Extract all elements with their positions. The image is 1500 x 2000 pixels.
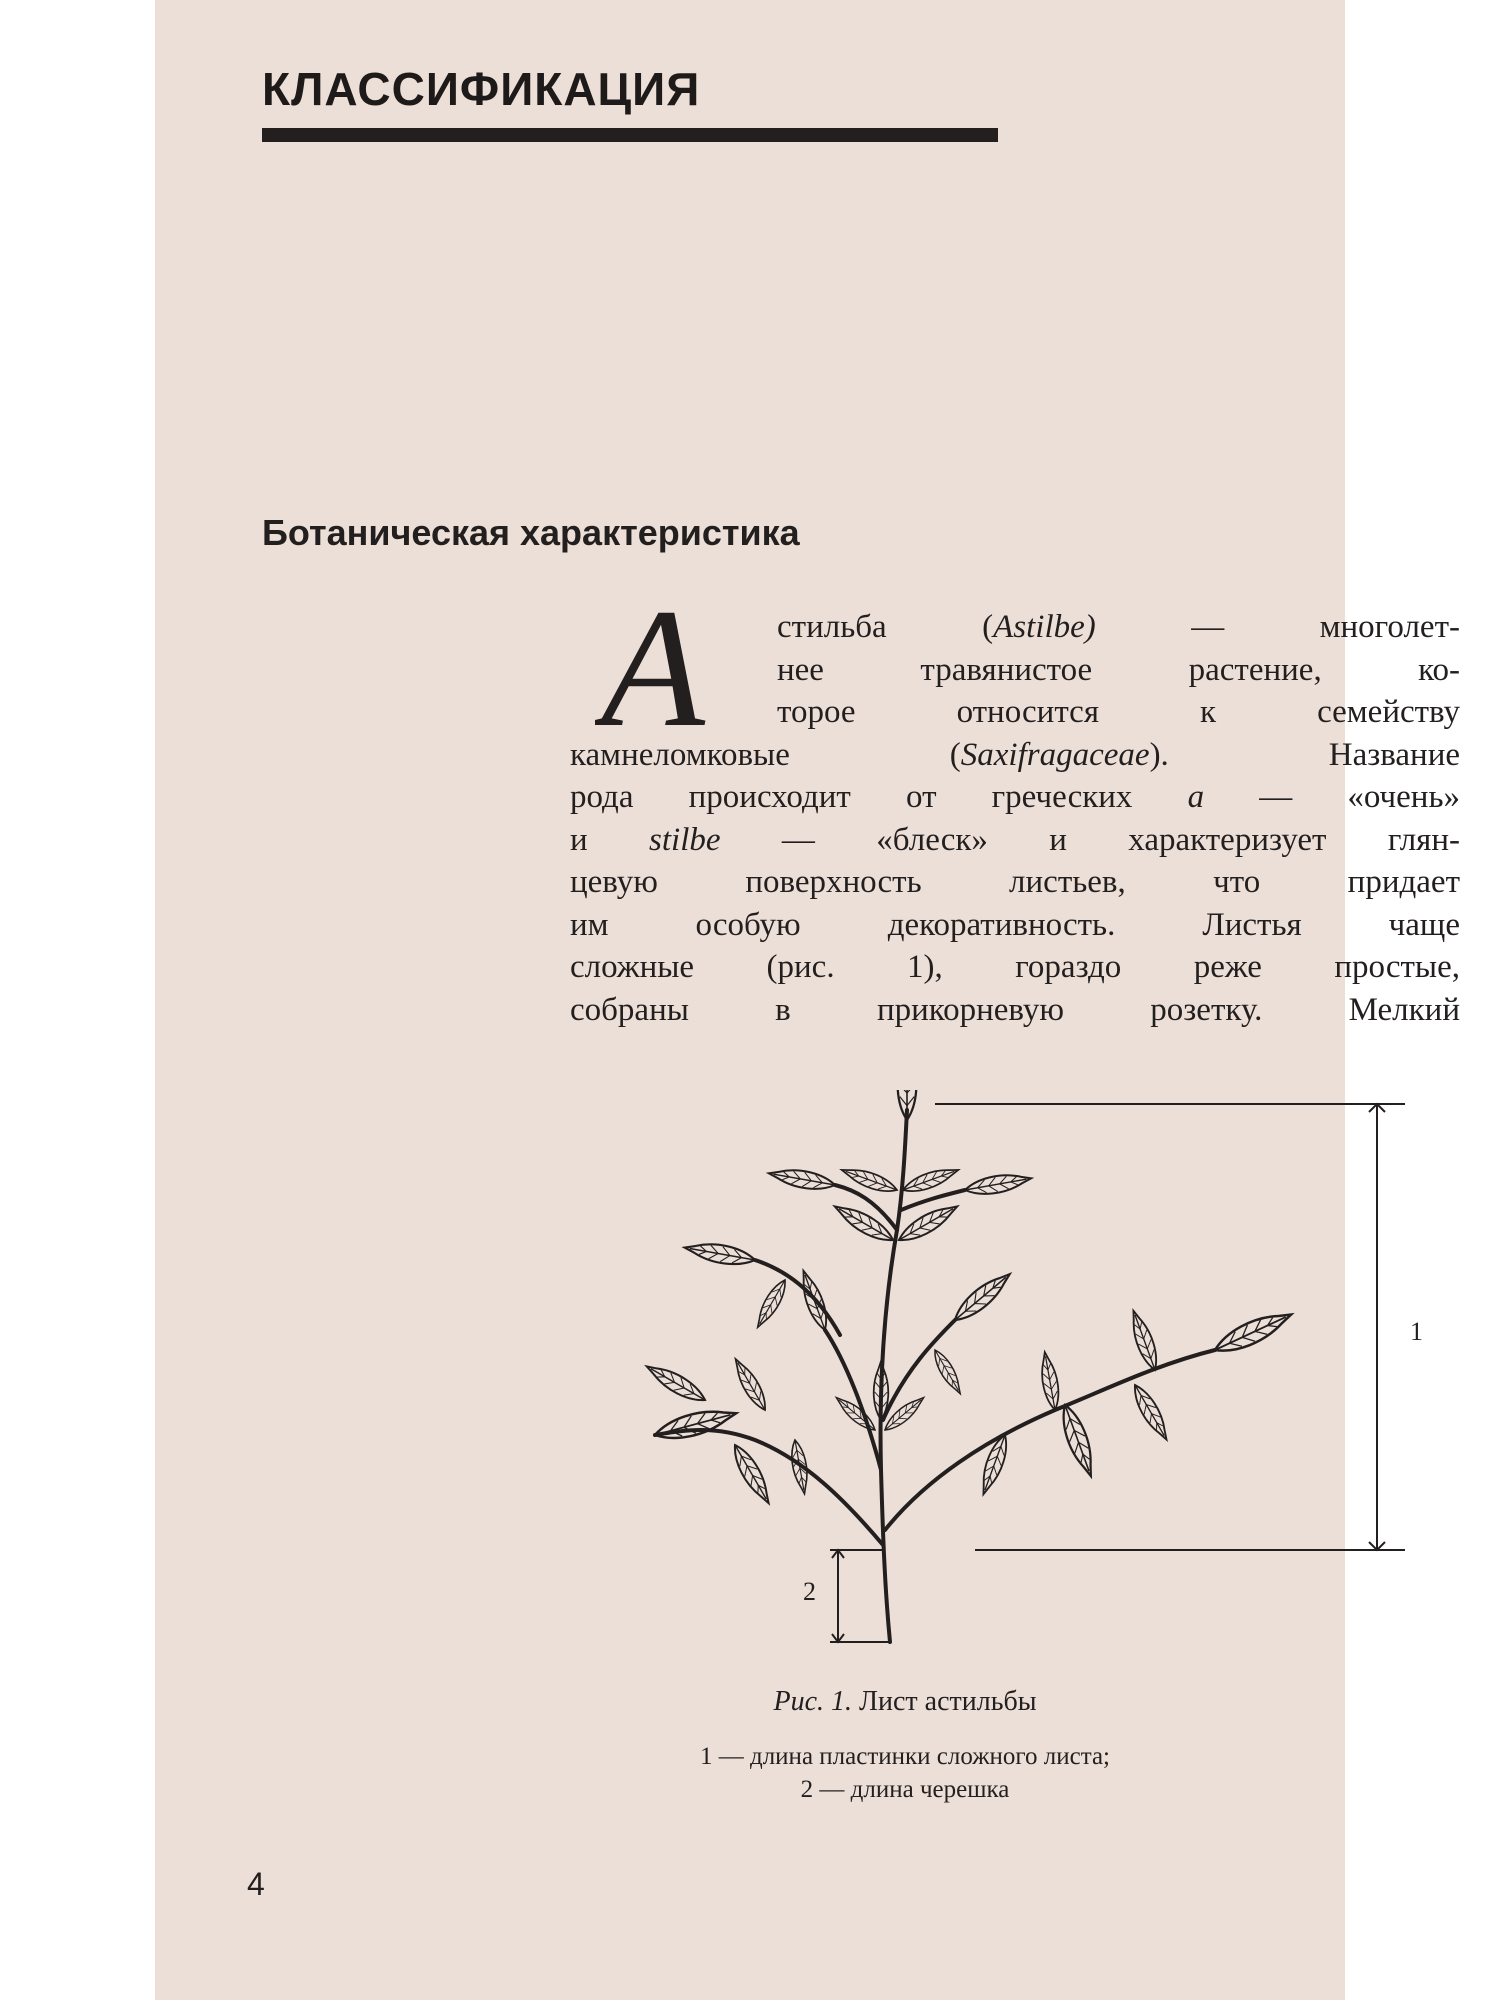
- book-page: [155, 0, 1461, 2000]
- subtitle: Ботаническая характеристика: [262, 512, 800, 553]
- paragraph-line: и stilbe — «блеск» и характеризует глян-: [570, 821, 1460, 858]
- paragraph-line: торое относится к семейству: [777, 694, 1460, 730]
- legend-line: 1 — длина пластинки сложного листа;: [699, 1743, 1110, 1770]
- dimension-2: [830, 1550, 890, 1642]
- section-title: КЛАССИФИКАЦИЯ: [262, 63, 701, 115]
- label-2: 2: [803, 1577, 816, 1606]
- paragraph-line: стильба (Astilbe) — многолет-: [777, 609, 1460, 645]
- dimension-1: [935, 1104, 1405, 1550]
- paragraph-line: нее травянистое растение, ко-: [777, 651, 1460, 688]
- paragraph-line: цевую поверхность листьев, что придает: [570, 864, 1460, 900]
- paragraph-line: собраны в прикорневую розетку. Мелкий: [570, 991, 1460, 1028]
- figure-legend: [455, 1740, 1355, 1806]
- body-paragraph: [570, 606, 1460, 1031]
- legend-line: 2 — длина черешка: [800, 1776, 1010, 1803]
- figure-caption: Рис. 1. Лист астильбы: [773, 1686, 1037, 1717]
- leaf-figure: [635, 1090, 1475, 1650]
- leaflets: [643, 1090, 1296, 1507]
- page-number: 4: [247, 1866, 265, 1902]
- title-rule: [262, 128, 998, 142]
- label-1: 1: [1410, 1317, 1423, 1346]
- paragraph-line: им особую декоративность. Листья чаще: [570, 906, 1460, 943]
- paragraph-line: сложные (рис. 1), гораздо реже простые,: [570, 949, 1460, 985]
- paragraph-line: камнеломковые (Saxifragaceae). Название: [570, 736, 1461, 773]
- drop-cap-letter: А: [601, 585, 705, 735]
- paragraph-line: рода происходит от греческих а — «очень»: [570, 779, 1460, 815]
